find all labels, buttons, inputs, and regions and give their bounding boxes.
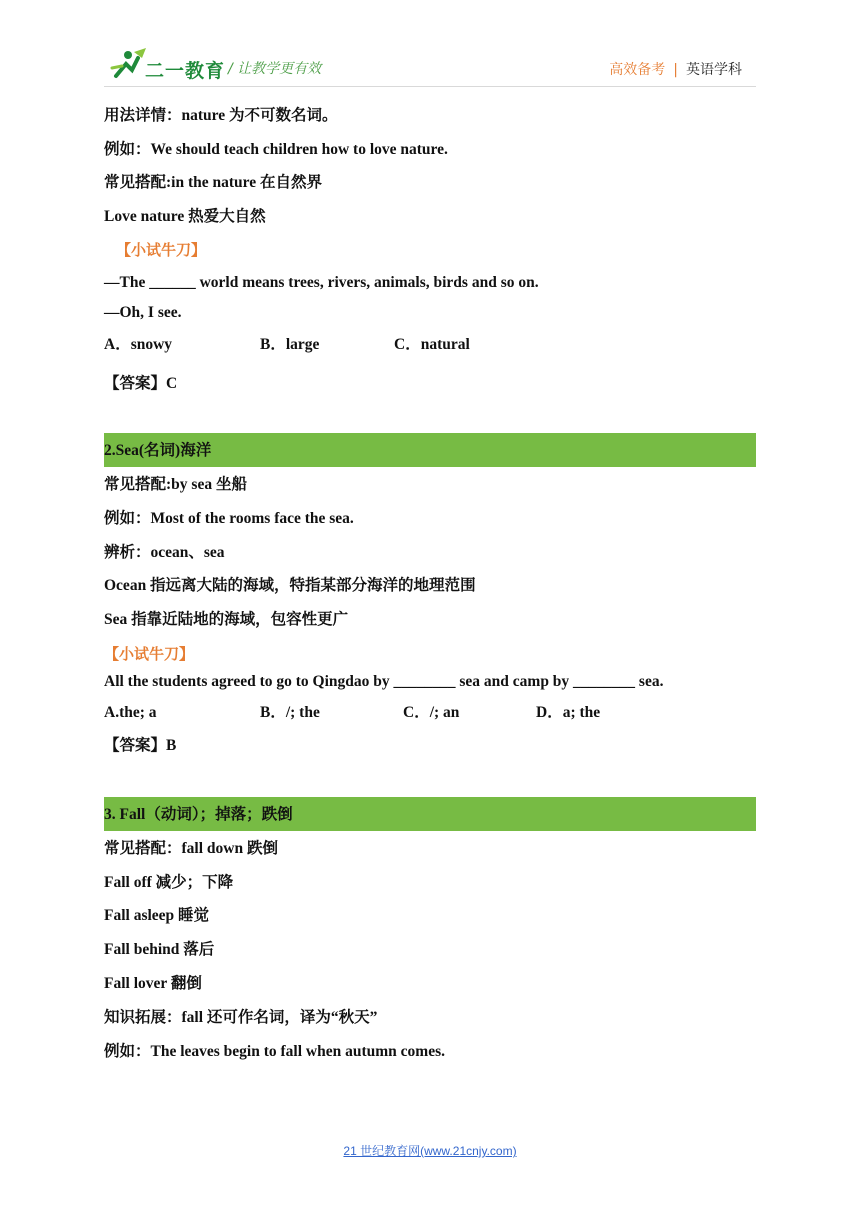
text-line: Fall behind 落后 (104, 941, 215, 958)
text-line: Fall asleep 睡觉 (104, 907, 210, 924)
text-line: 用法详情：nature 为不可数名词。 (104, 107, 338, 124)
option-a: A．snowy (104, 336, 173, 353)
header-subject (609, 59, 742, 79)
header-tag: 高效备考 (609, 62, 666, 78)
answer-line: 【答案】C (104, 375, 178, 392)
answer-line: 【答案】B (104, 737, 177, 754)
logo-text: 二一教育 (145, 61, 226, 82)
text-line: 知识拓展：fall 还可作名词，译为“秋天” (104, 1009, 378, 1026)
option-d: D．a; the (536, 704, 601, 721)
text-line: 常见搭配：fall down 跌倒 (104, 840, 278, 857)
text-line: 常见搭配:by sea 坐船 (104, 476, 247, 493)
text-line: Love nature 热爱大自然 (104, 208, 266, 225)
text-line: 辨析：ocean、sea (104, 544, 225, 561)
practice-heading: 【小试牛刀】 (104, 645, 195, 663)
question-line: —The ______ world means trees, rivers, animals, birds and so on. (104, 274, 539, 291)
header-subject-label: 英语学科 (686, 62, 742, 78)
option-c: C．/; an (403, 704, 460, 721)
options-row (104, 335, 764, 355)
slogan: / 让教学更有效 (228, 61, 322, 77)
option-b: B．large (260, 336, 320, 353)
text-line: Sea 指靠近陆地的海域，包容性更广 (104, 611, 349, 628)
question-line: —Oh, I see. (104, 304, 182, 321)
header-separator: | (673, 62, 678, 78)
page-header (0, 0, 860, 90)
section-title: 3. Fall（动词）；掉落；跌倒 (104, 806, 293, 823)
option-a: A.the; a (104, 704, 157, 721)
section-bar (104, 797, 756, 831)
text-line: Fall lover 翻倒 (104, 975, 202, 992)
practice-heading: 【小试牛刀】 (116, 241, 207, 259)
option-c: C．natural (394, 336, 470, 353)
text-line: Fall off 减少；下降 (104, 874, 234, 891)
section-bar (104, 433, 756, 467)
text-line: 例如：Most of the rooms face the sea. (104, 510, 354, 527)
option-b: B．/; the (260, 704, 320, 721)
header-divider (104, 86, 756, 87)
text-line: Ocean 指远离大陆的海域，特指某部分海洋的地理范围 (104, 577, 476, 594)
text-line: 常见搭配:in the nature 在自然界 (104, 174, 323, 191)
text-line: 例如：The leaves begin to fall when autumn comes. (104, 1043, 446, 1060)
options-row (104, 703, 764, 723)
section-title: 2.Sea(名词)海洋 (104, 442, 212, 459)
text-line: 例如：We should teach children how to love nature. (104, 141, 448, 158)
footer-link[interactable]: 21 世纪教育网(www.21cnjy.com) (343, 1144, 517, 1158)
question-line: All the students agreed to go to Qingdao by ________ sea and camp by ________ sea. (104, 673, 664, 690)
